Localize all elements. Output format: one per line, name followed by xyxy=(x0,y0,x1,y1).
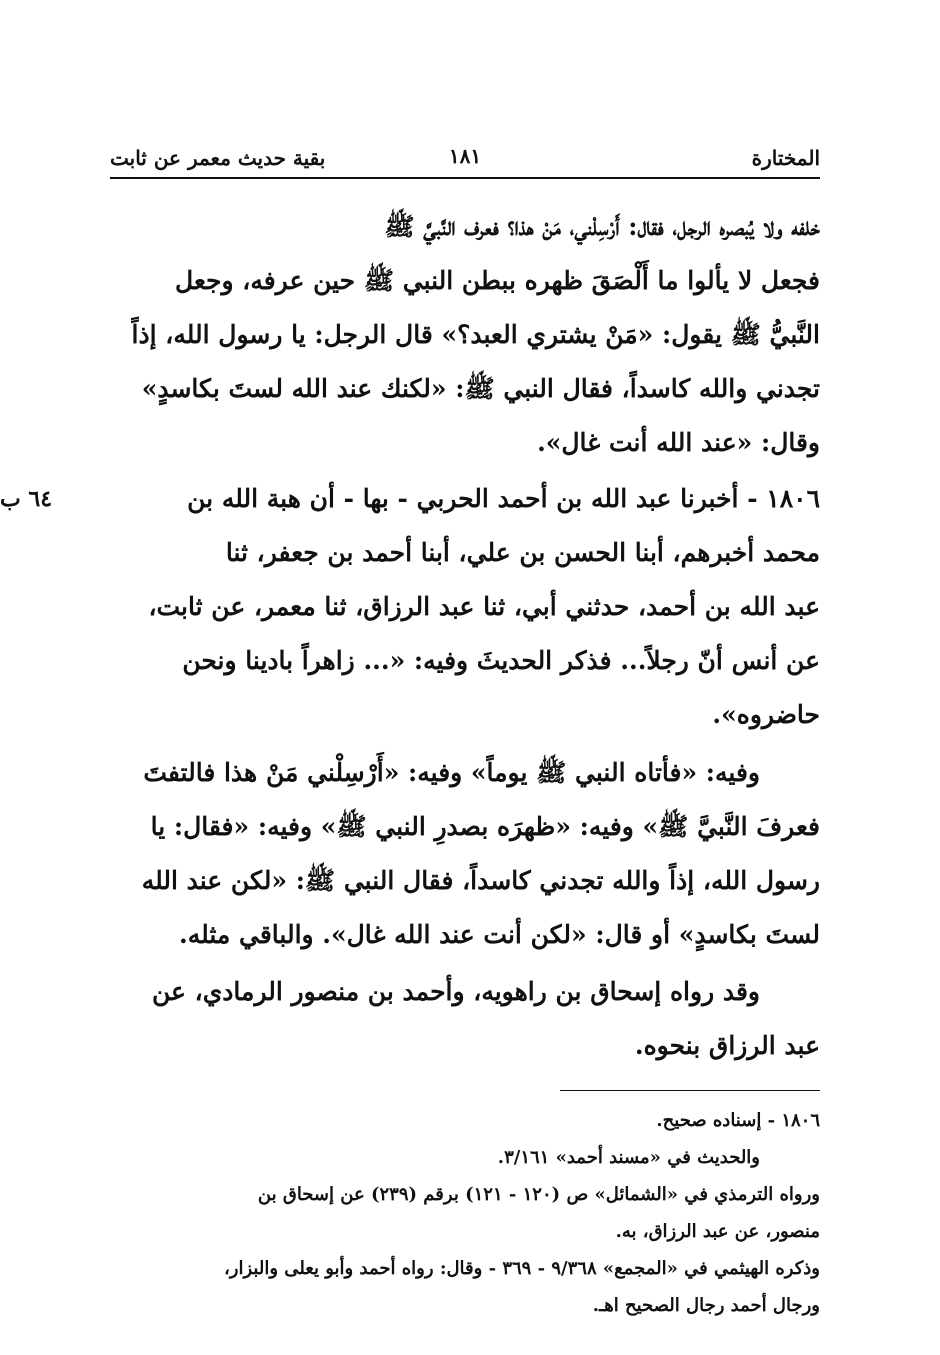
footnotes xyxy=(110,1102,820,1324)
text-line: وقال: «عند الله أنت غال». xyxy=(537,428,820,457)
footnote-line: ورجال أحمد رجال الصحيح اهـ. xyxy=(592,1295,820,1316)
footnote-line: والحديث في «مسند أحمد» ٣/١٦١. xyxy=(497,1147,760,1168)
header-divider xyxy=(110,177,820,179)
paragraph-1 xyxy=(110,200,820,470)
footnote-line: وذكره الهيثمي في «المجمع» ٩/٣٦٨ - ٣٦٩ - وقال: رواه أحمد وأبو يعلى والبزار، xyxy=(224,1258,820,1279)
paragraph-hadith-1806 xyxy=(110,472,820,742)
text-line: خلفه ولا يُبصره الرجل، فقال: أَرْسِلْني، مَنْ هذا؟ فعرف النَّبيَّ ﷺ xyxy=(384,212,820,241)
text-line: عبد الرزاق بنحوه. xyxy=(634,1031,820,1060)
text-line: لستَ بكاسدٍ» أو قال: «لكن أنت عند الله غال». والباقي مثله. xyxy=(178,920,820,949)
text-line: عبد الله بن أحمد، حدثني أبي، ثنا عبد الرزاق، ثنا معمر، عن ثابت، xyxy=(148,592,820,621)
page-number: ١٨١ xyxy=(448,144,482,168)
section-title: بقية حديث معمر عن ثابت xyxy=(110,146,326,170)
footnote-divider xyxy=(560,1090,820,1091)
text-line: فعرفَ النَّبيَّ ﷺ» وفيه: «ظهرَه بصدرِ النبي ﷺ» وفيه: «فقال: يا xyxy=(150,812,820,841)
page-header xyxy=(110,140,820,176)
text-line: وقد رواه إسحاق بن راهويه، وأحمد بن منصور الرمادي، عن xyxy=(152,977,760,1006)
text-line: محمد أخبرهم، أبنا الحسن بن علي، أبنا أحمد بن جعفر، ثنا xyxy=(225,538,820,567)
text-line: وفيه: «فأتاه النبي ﷺ يوماً» وفيه: «أَرْسِلْني مَنْ هذا فالتفتَ xyxy=(143,758,760,787)
text-line: حاضروه». xyxy=(712,700,820,729)
text-line: تجدني والله كاسداً، فقال النبي ﷺ: «لكنك عند الله لستَ بكاسدٍ» xyxy=(141,374,820,403)
footnote-line: ورواه الترمذي في «الشمائل» ص (١٢٠ - ١٢١) برقم (٢٣٩) عن إسحاق بن xyxy=(257,1184,820,1205)
paragraph-4 xyxy=(110,965,820,1073)
paragraph-3 xyxy=(110,746,820,962)
manuscript-folio-note: ٦٤ ب xyxy=(0,486,53,512)
text-line: عن أنس أنّ رجلاً... فذكر الحديثَ وفيه: «... زاهراً بادينا ونحن xyxy=(182,646,820,675)
text-line: رسول الله، إذاً والله تجدني كاسداً، فقال النبي ﷺ: «لكن عند الله xyxy=(141,866,820,895)
footnote-line: ١٨٠٦ - إسناده صحيح. xyxy=(656,1110,820,1131)
text-line: النَّبيُّ ﷺ يقول: «مَنْ يشتري العبد؟» قال الرجل: يا رسول الله، إذاً xyxy=(131,320,820,349)
text-line: ١٨٠٦ - أخبرنا عبد الله بن أحمد الحربي - بها - أن هبة الله بن xyxy=(187,484,820,513)
book-title: المختارة xyxy=(751,146,820,170)
footnote-line: منصور، عن عبد الرزاق، به. xyxy=(615,1221,820,1242)
text-line: فجعل لا يألوا ما أَلْصَقَ ظهره ببطن النبي ﷺ حين عرفه، وجعل xyxy=(175,266,820,295)
